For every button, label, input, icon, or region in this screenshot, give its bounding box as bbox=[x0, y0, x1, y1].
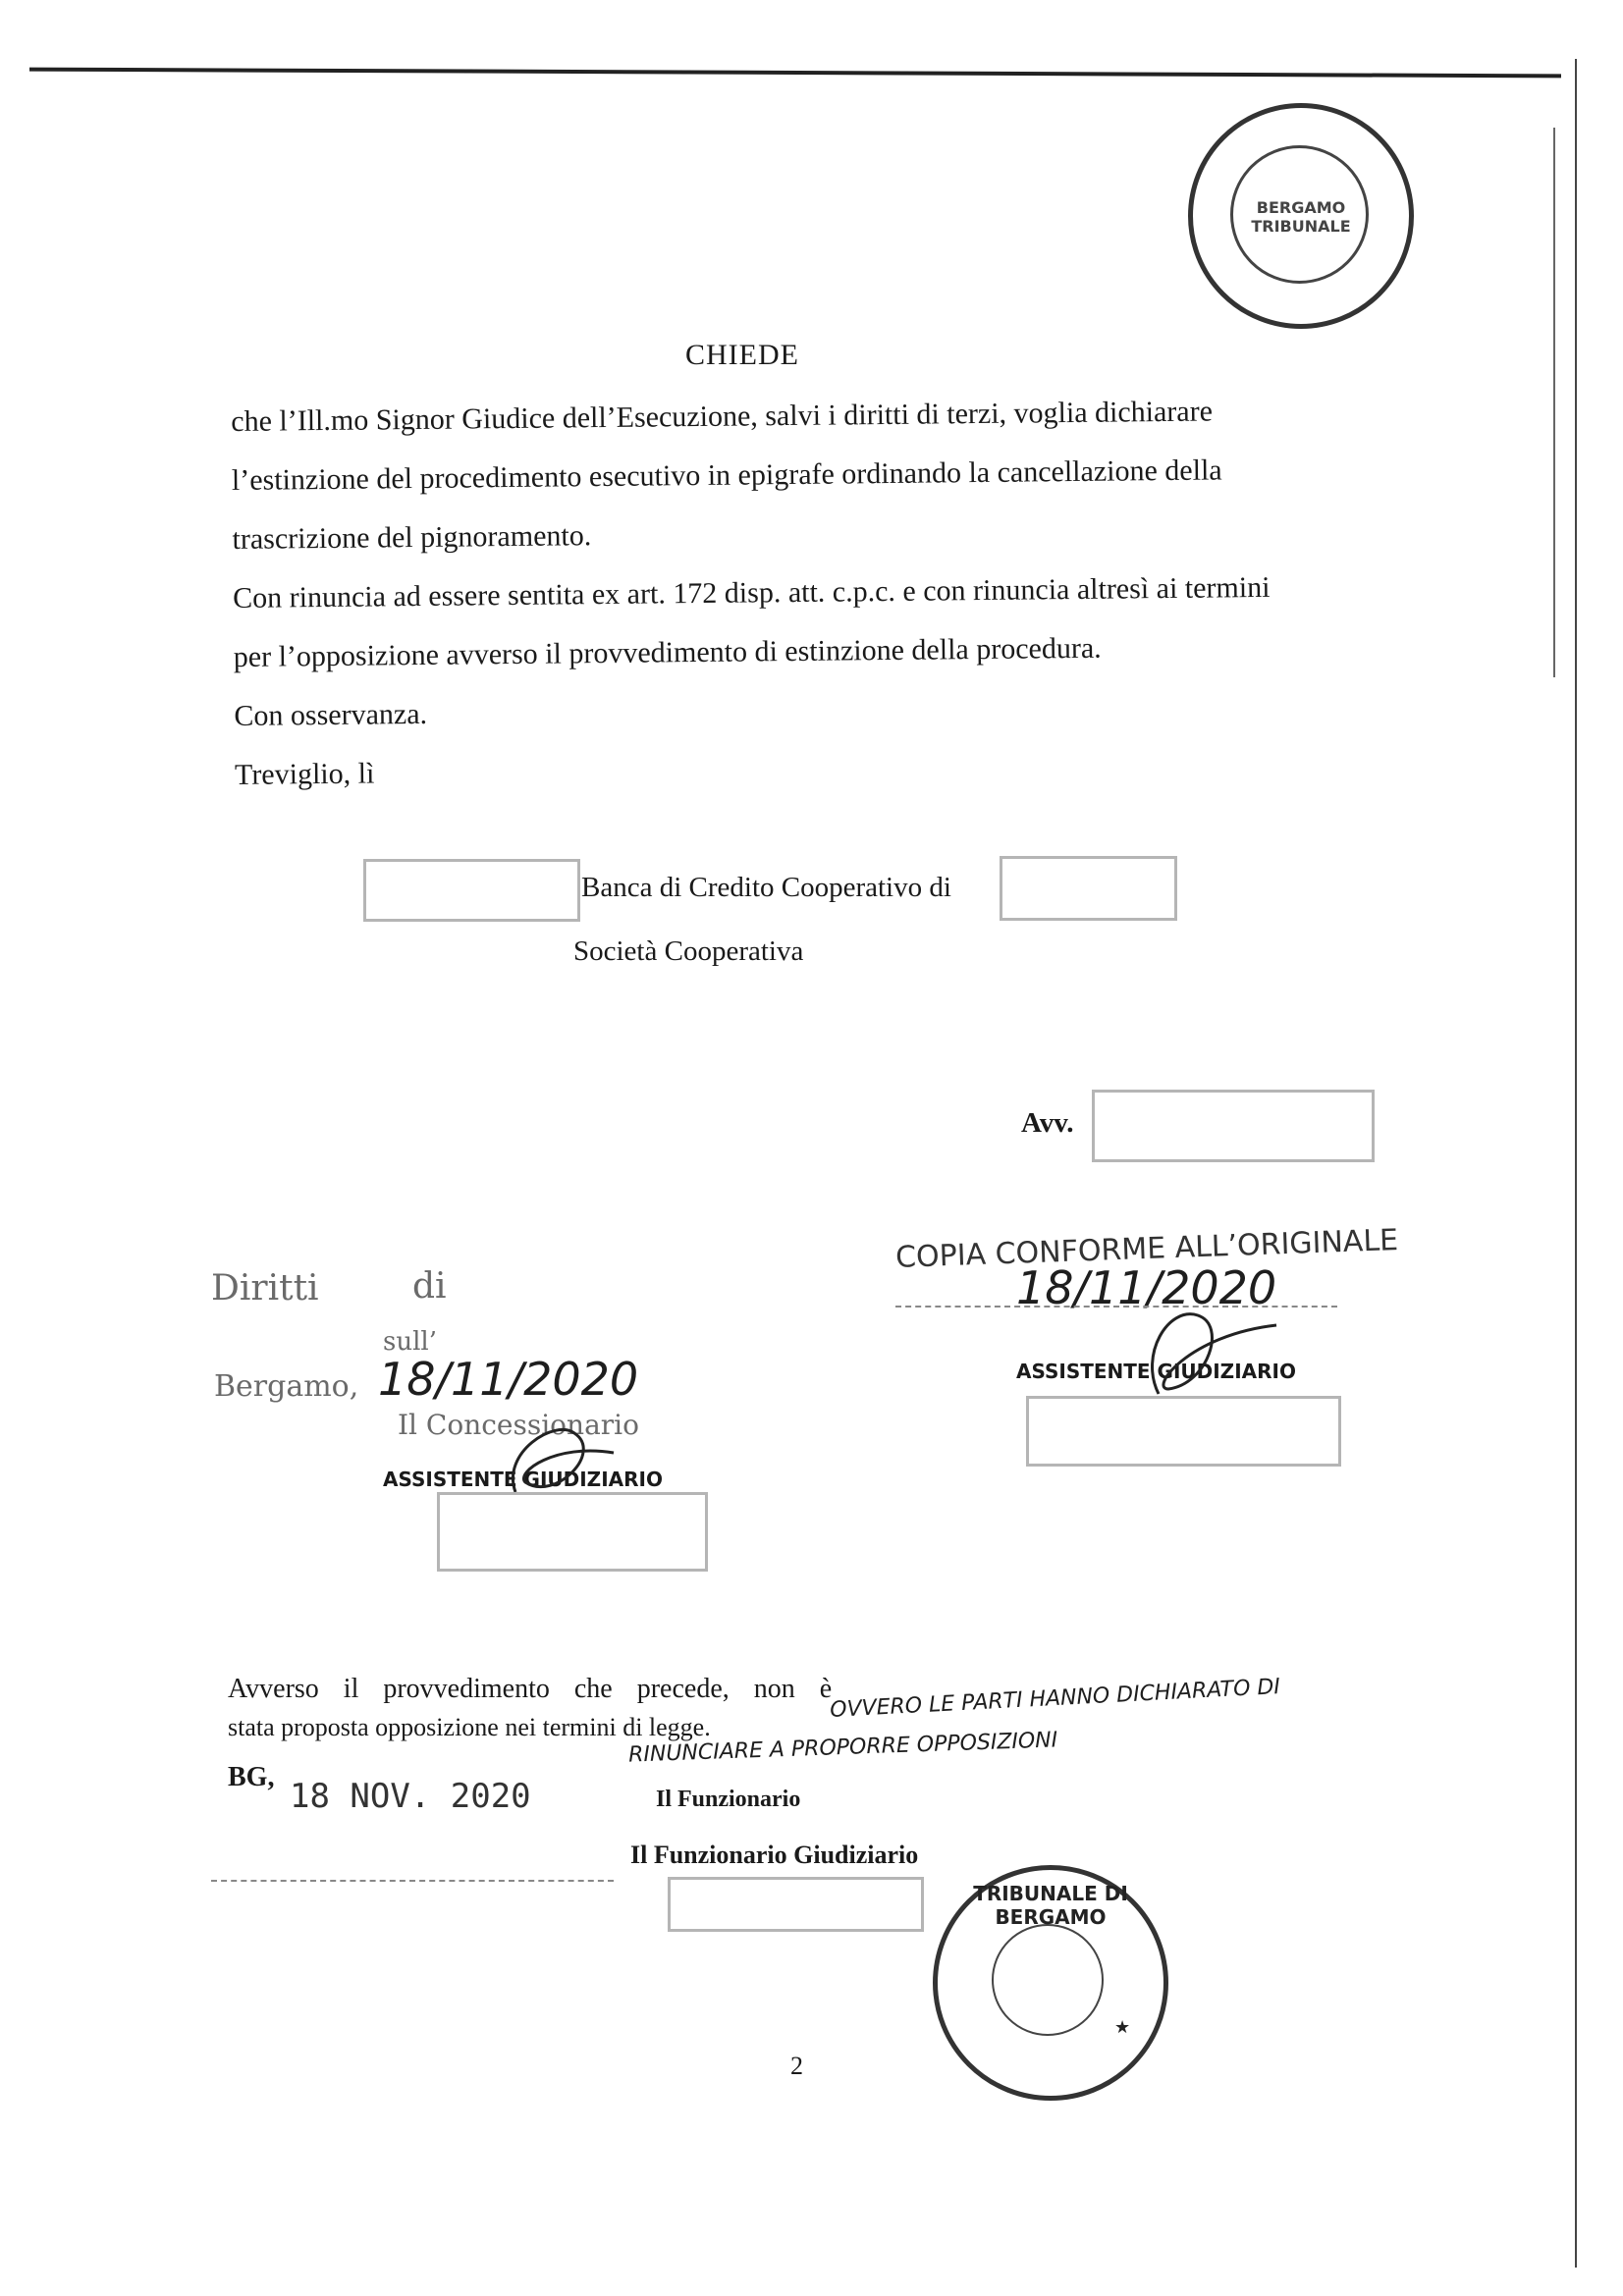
scan-edge-line bbox=[1575, 59, 1577, 2268]
seal-text: BERGAMO TRIBUNALE bbox=[1251, 198, 1351, 236]
scan-edge-line bbox=[1553, 128, 1555, 677]
role-label: ASSISTENTE GIUDIZIARIO bbox=[1016, 1360, 1296, 1383]
date-prefix: BG, bbox=[228, 1762, 275, 1792]
waiver-paragraph: Con rinuncia ad essere sentita ex art. 172 disp. att. c.p.c. e con rinuncia altresì ai termini per l’opposizione avverso il provvedimento di estinzione della procedura. bbox=[233, 570, 1271, 673]
redaction-box bbox=[1092, 1090, 1375, 1162]
redaction-box bbox=[437, 1492, 708, 1572]
redaction-box bbox=[668, 1877, 924, 1932]
request-body bbox=[231, 382, 1275, 805]
footer-line-2: stata proposta opposizione nei termini di legge. bbox=[228, 1713, 711, 1741]
lawyer-label: Avv. bbox=[1021, 1107, 1074, 1139]
seal-emblem bbox=[992, 1924, 1104, 2036]
role-label: ASSISTENTE GIUDIZIARIO bbox=[383, 1468, 663, 1491]
scan-border-line bbox=[29, 68, 1561, 79]
official-title: Il Funzionario Giudiziario bbox=[630, 1841, 919, 1869]
signature bbox=[1129, 1296, 1286, 1404]
party-name: Banca di Credito Cooperativo di bbox=[581, 872, 951, 903]
redaction-box bbox=[1026, 1396, 1341, 1467]
court-seal-top bbox=[1188, 103, 1414, 329]
certified-copy-stamp: COPIA CONFORME ALL’ORIGINALE bbox=[894, 1223, 1399, 1275]
redaction-box bbox=[363, 859, 580, 922]
footer-line-1: Avverso il provvedimento che precede, non è bbox=[228, 1674, 833, 1704]
page-number: 2 bbox=[790, 2052, 803, 2080]
official-title: Il Funzionario bbox=[656, 1787, 801, 1812]
date-stamp: 18 NOV. 2020 bbox=[290, 1777, 531, 1816]
handwritten-date: 18/11/2020 bbox=[378, 1353, 639, 1406]
handwritten-note: RINUNCIARE A PROPORRE OPPOSIZIONI bbox=[627, 1728, 1058, 1768]
seal-star: ★ bbox=[1114, 2017, 1131, 2038]
closing-text: Con osservanza. bbox=[234, 697, 428, 732]
fee-label: sull’ bbox=[383, 1327, 437, 1357]
page-heading: CHIEDE bbox=[685, 339, 799, 371]
party-type: Società Cooperativa bbox=[573, 935, 804, 967]
fee-label: di bbox=[412, 1266, 447, 1307]
court-seal-bottom bbox=[933, 1865, 1168, 2101]
request-paragraph: che l’Ill.mo Signor Giudice dell’Esecuzione, salvi i diritti di terzi, voglia dichiarare l’estinzione del procedimento esecutivo in epigrafe ordinando la cancellazione della trascrizione del pignoramento. bbox=[231, 395, 1222, 556]
concessionaire-label: Il Concessionario bbox=[398, 1409, 639, 1441]
signature-line bbox=[211, 1880, 614, 1882]
place-date: Treviglio, lì bbox=[234, 757, 375, 791]
fee-place: Bergamo, bbox=[214, 1369, 359, 1404]
fee-label: Diritti bbox=[211, 1268, 319, 1308]
seal-text: TRIBUNALE DI BERGAMO bbox=[973, 1882, 1128, 1929]
handwritten-note: OVVERO LE PARTI HANNO DICHIARATO DI bbox=[829, 1675, 1281, 1723]
redaction-box bbox=[1000, 856, 1177, 921]
handwritten-date: 18/11/2020 bbox=[1016, 1261, 1277, 1314]
